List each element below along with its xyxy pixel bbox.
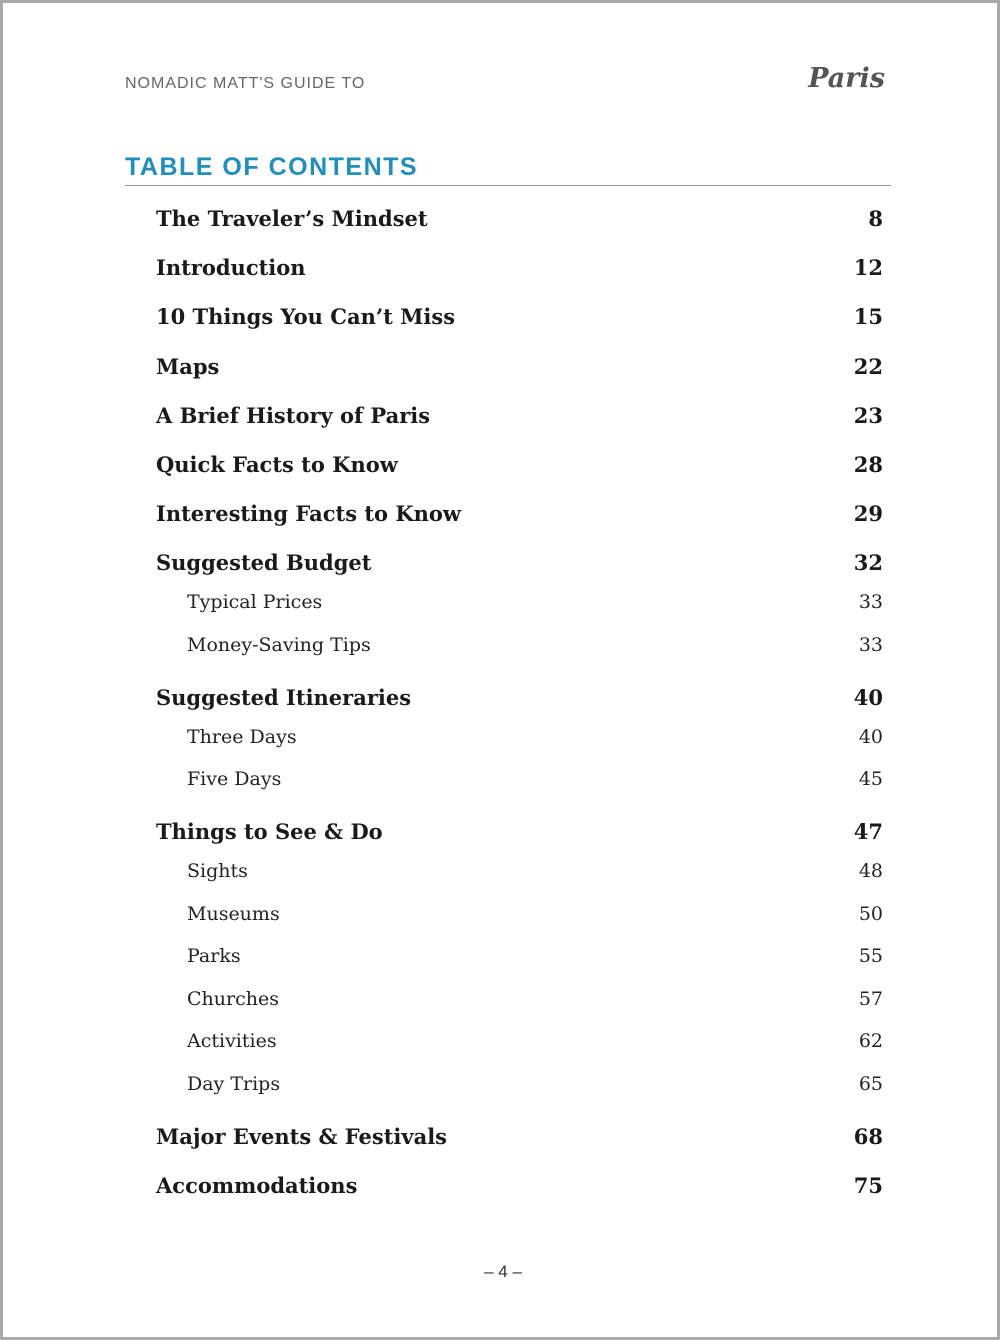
toc-entry[interactable] <box>3 403 1000 437</box>
toc-entry-page: 50 <box>858 903 883 925</box>
toc-entry[interactable] <box>3 1173 1000 1207</box>
toc-entry-title: Major Events & Festivals <box>156 1124 448 1149</box>
toc-entry[interactable] <box>3 1030 1000 1064</box>
toc-heading: TABLE OF CONTENTS <box>125 153 419 181</box>
toc-entry[interactable] <box>3 501 1000 535</box>
toc-entry-page: 23 <box>853 403 883 428</box>
toc-entry-title: Accommodations <box>156 1173 358 1198</box>
toc-entry[interactable] <box>3 452 1000 486</box>
toc-entry-page: 65 <box>858 1073 883 1095</box>
toc-entry-title: Suggested Itineraries <box>156 685 412 710</box>
toc-entry-title: A Brief History of Paris <box>156 403 431 428</box>
toc-entry[interactable] <box>3 304 1000 338</box>
toc-entry-title: Parks <box>187 945 241 967</box>
toc-entry-title: The Traveler’s Mindset <box>156 206 428 231</box>
toc-entry-title: Money-Saving Tips <box>187 634 371 656</box>
toc-entry-title: Activities <box>187 1030 277 1052</box>
toc-entry-page: 33 <box>858 591 883 613</box>
toc-divider <box>125 185 891 186</box>
destination-title: Paris <box>808 63 885 94</box>
toc-entry-title: Maps <box>156 354 220 379</box>
toc-entry-page: 45 <box>858 768 883 790</box>
toc-entry-page: 29 <box>853 501 883 526</box>
toc-entry[interactable] <box>3 819 1000 853</box>
toc-entry-title: Suggested Budget <box>156 550 372 575</box>
toc-entry-page: 33 <box>858 634 883 656</box>
series-title: NOMADIC MATT'S GUIDE TO <box>125 75 366 92</box>
toc-entry-title: 10 Things You Can’t Miss <box>156 304 456 329</box>
toc-entry-page: 40 <box>858 726 883 748</box>
toc-entry-page: 28 <box>853 452 883 477</box>
toc-entry[interactable] <box>3 591 1000 625</box>
toc-entry-title: Sights <box>187 860 248 882</box>
toc-entry-title: Things to See & Do <box>156 819 383 844</box>
page-number: – 4 – <box>484 1262 522 1281</box>
toc-entry[interactable] <box>3 1073 1000 1107</box>
toc-entry-title: Typical Prices <box>187 591 323 613</box>
toc-entry-page: 75 <box>853 1173 883 1198</box>
toc-entry-page: 62 <box>858 1030 883 1052</box>
toc-entry[interactable] <box>3 550 1000 584</box>
toc-entry-page: 57 <box>858 988 883 1010</box>
toc-entry[interactable] <box>3 354 1000 388</box>
toc-entry-title: Museums <box>187 903 280 925</box>
toc-entry-page: 68 <box>853 1124 883 1149</box>
toc-entry[interactable] <box>3 1124 1000 1158</box>
toc-entry[interactable] <box>3 726 1000 760</box>
toc-entry[interactable] <box>3 860 1000 894</box>
toc-entry-page: 15 <box>853 304 883 329</box>
toc-entry-page: 8 <box>868 206 883 231</box>
toc-entry[interactable] <box>3 206 1000 240</box>
toc-entry-page: 32 <box>853 550 883 575</box>
toc-entry-title: Day Trips <box>187 1073 281 1095</box>
toc-entry[interactable] <box>3 685 1000 719</box>
toc-entry-page: 55 <box>858 945 883 967</box>
toc-entry-title: Introduction <box>156 255 306 280</box>
toc-entry-title: Three Days <box>187 726 297 748</box>
toc-entry-title: Quick Facts to Know <box>156 452 398 477</box>
toc-entry-page: 47 <box>853 819 883 844</box>
toc-entry[interactable] <box>3 945 1000 979</box>
toc-entry[interactable] <box>3 988 1000 1022</box>
toc-entry[interactable] <box>3 768 1000 802</box>
toc-entry-page: 22 <box>853 354 883 379</box>
toc-entry-page: 40 <box>853 685 883 710</box>
toc-entry[interactable] <box>3 903 1000 937</box>
toc-entry-page: 48 <box>858 860 883 882</box>
toc-entry-title: Churches <box>187 988 279 1010</box>
toc-entry-title: Interesting Facts to Know <box>156 501 461 526</box>
toc-entry-page: 12 <box>853 255 883 280</box>
toc-entry-title: Five Days <box>187 768 282 790</box>
toc-entry[interactable] <box>3 634 1000 668</box>
toc-entry[interactable] <box>3 255 1000 289</box>
